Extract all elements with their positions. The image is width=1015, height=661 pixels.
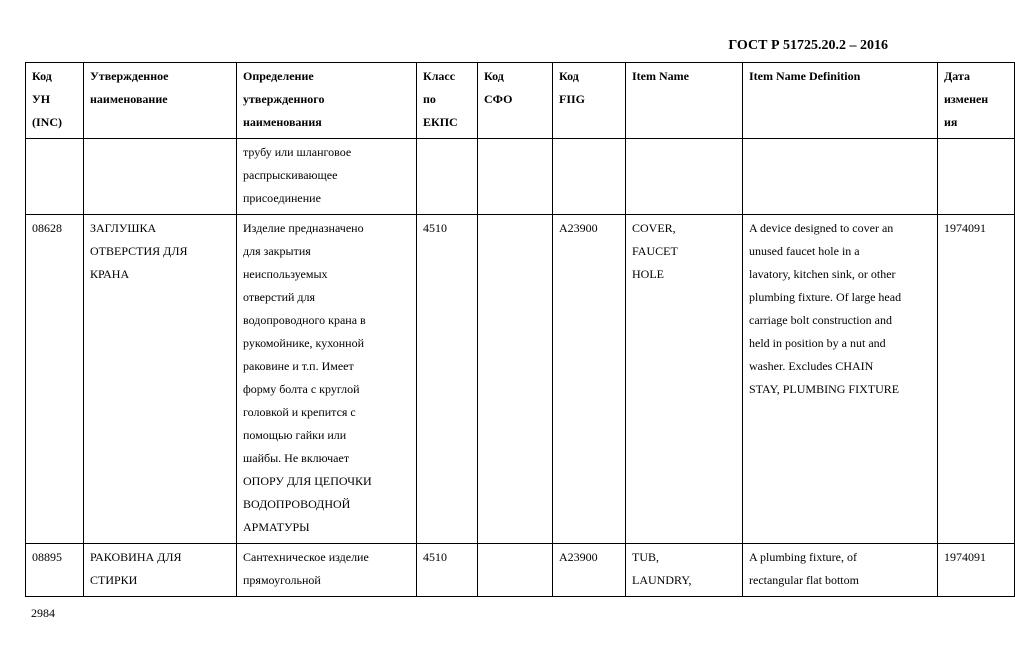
cell-inc: [26, 139, 84, 215]
cell-fiig: [553, 139, 626, 215]
data-table: [25, 62, 1015, 597]
cell-class: 4510: [417, 215, 478, 544]
table-row: [26, 139, 1015, 215]
column-header-item-name: Item Name: [626, 63, 743, 139]
column-header-fiig: Код FIIG: [553, 63, 626, 139]
cell-item-name: COVER, FAUCET HOLE: [626, 215, 743, 544]
cell-approved-name: ЗАГЛУШКА ОТВЕРСТИЯ ДЛЯ КРАНА: [84, 215, 237, 544]
cell-sfo: [478, 215, 553, 544]
cell-class: [417, 139, 478, 215]
cell-fiig: A23900: [553, 215, 626, 544]
cell-sfo: [478, 544, 553, 597]
cell-definition: трубу или шланговое распрыскивающее присоединение: [237, 139, 417, 215]
table-row: [26, 215, 1015, 544]
cell-inc: 08895: [26, 544, 84, 597]
cell-item-definition: [743, 139, 938, 215]
cell-definition: Сантехническое изделие прямоугольной: [237, 544, 417, 597]
cell-fiig: A23900: [553, 544, 626, 597]
column-header-class: Класс по ЕКПС: [417, 63, 478, 139]
cell-item-name: TUB, LAUNDRY,: [626, 544, 743, 597]
table-header-row: [26, 63, 1015, 139]
page-number: 2984: [31, 606, 55, 620]
cell-item-definition: A plumbing fixture, of rectangular flat bottom: [743, 544, 938, 597]
cell-date: 1974091: [938, 215, 1015, 544]
document-header-title: ГОСТ Р 51725.20.2 – 2016: [728, 38, 888, 53]
cell-sfo: [478, 139, 553, 215]
cell-date: [938, 139, 1015, 215]
cell-item-definition: A device designed to cover an unused faucet hole in a lavatory, kitchen sink, or other plumbing fixture. Of large head carriage bolt construction and held in position by a nut and washer. Excludes CHAIN STAY, PLUMBING FIXTURE: [743, 215, 938, 544]
cell-definition: Изделие предназначено для закрытия неиспользуемых отверстий для водопроводного крана в рукомойнике, кухонной раковине и т.п. Имеет форму болта с круглой головкой и крепится с помощью гайки или шайбы. Не включает ОПОРУ ДЛЯ ЦЕПОЧКИ ВОДОПРОВОДНОЙ АРМАТУРЫ: [237, 215, 417, 544]
column-header-approved-name: Утвержденное наименование: [84, 63, 237, 139]
cell-approved-name: РАКОВИНА ДЛЯ СТИРКИ: [84, 544, 237, 597]
cell-approved-name: [84, 139, 237, 215]
cell-date: 1974091: [938, 544, 1015, 597]
cell-class: 4510: [417, 544, 478, 597]
cell-inc: 08628: [26, 215, 84, 544]
table-row: [26, 544, 1015, 597]
cell-item-name: [626, 139, 743, 215]
column-header-sfo: Код СФО: [478, 63, 553, 139]
column-header-item-definition: Item Name Definition: [743, 63, 938, 139]
column-header-definition: Определение утвержденного наименования: [237, 63, 417, 139]
column-header-date: Дата изменен ия: [938, 63, 1015, 139]
column-header-inc: Код УН (INC): [26, 63, 84, 139]
